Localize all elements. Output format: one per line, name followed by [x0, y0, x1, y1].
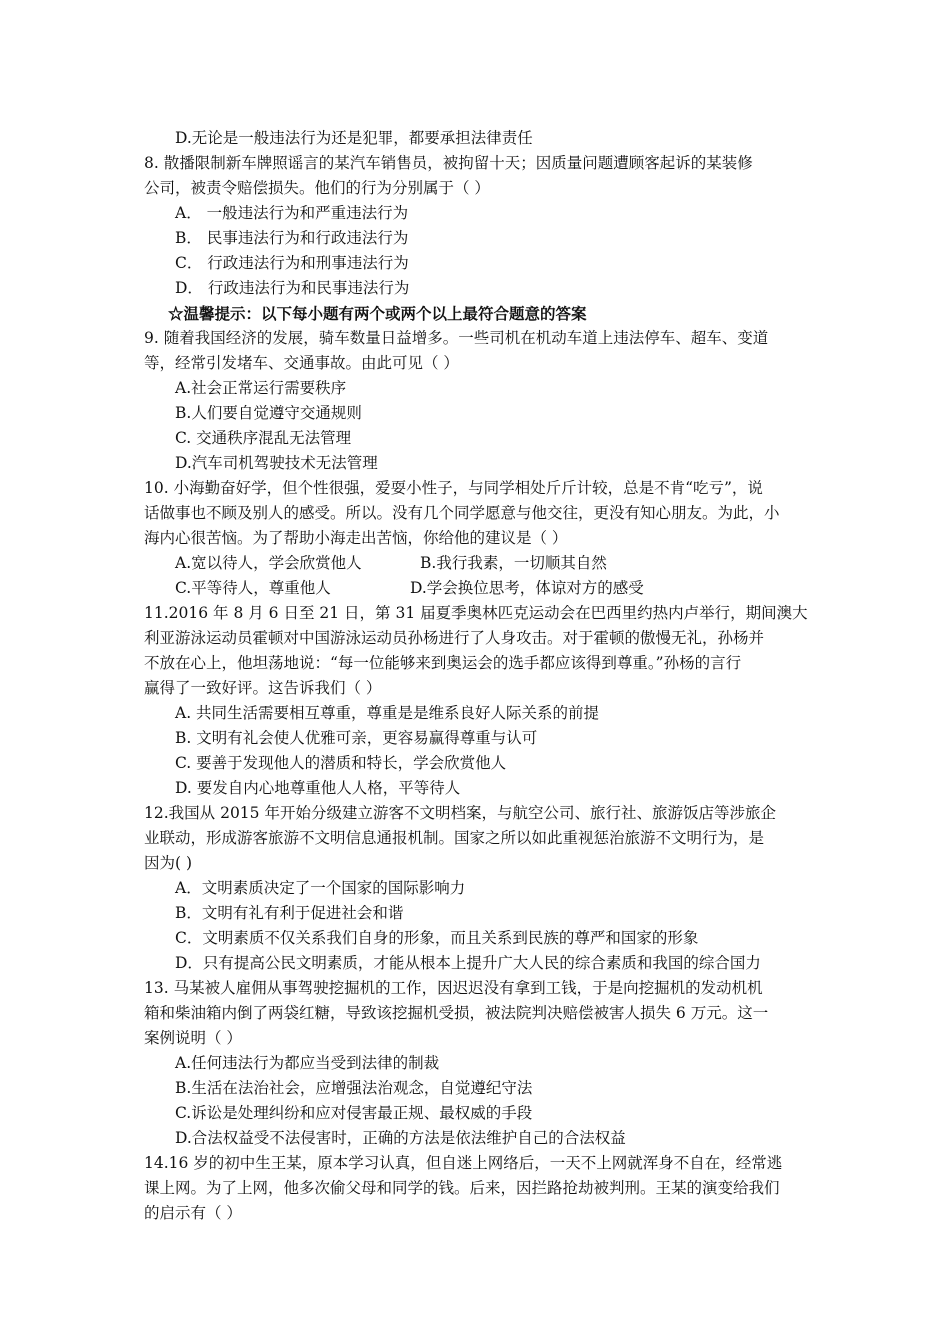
- q9-option-c: C. 交通秩序混乱无法管理: [175, 429, 352, 447]
- q8-option-d: D． 行政违法行为和民事违法行为: [175, 279, 410, 297]
- q11-stem-line-1: 11.2016 年 8 月 6 日至 21 日，第 31 届夏季奥林匹克运动会在巴西里约热内卢举行，期间澳大: [144, 604, 808, 622]
- q14-stem-line-2: 课上网。为了上网，他多次偷父母和同学的钱。后来，因拦路抢劫被判刑。王某的演变给我们: [144, 1179, 780, 1197]
- q12-stem-line-1: 12.我国从 2015 年开始分级建立游客不文明档案，与航空公司、旅行社、旅游饭店等涉旅企: [144, 804, 776, 822]
- q11-option-c: C. 要善于发现他人的潜质和特长，学会欣赏他人: [175, 754, 507, 772]
- q10-option-a: A.宽以待人，学会欣赏他人: [175, 554, 362, 572]
- q11-stem-line-4: 赢得了一致好评。这告诉我们（ ）: [144, 679, 382, 697]
- q11-option-a: A. 共同生活需要相互尊重，尊重是是维系良好人际关系的前提: [175, 704, 600, 722]
- q10-option-b: B.我行我素，一切顺其自然: [420, 554, 607, 572]
- q13-option-c: C.诉讼是处理纠纷和应对侵害最正规、最权威的手段: [175, 1104, 533, 1122]
- q13-option-a: A.任何违法行为都应当受到法律的制裁: [175, 1054, 440, 1072]
- q9-stem-line-1: 9. 随着我国经济的发展，骑车数量日益增多。一些司机在机动车道上违法停车、超车、变道: [144, 329, 769, 347]
- q9-option-a: A.社会正常运行需要秩序: [175, 379, 347, 397]
- q8-option-c: C． 行政违法行为和刑事违法行为: [175, 254, 409, 272]
- q12-stem-line-3: 因为( ): [144, 854, 193, 872]
- q14-stem-line-1: 14.16 岁的初中生王某，原本学习认真，但自迷上网络后，一天不上网就浑身不自在，经常逃: [144, 1154, 783, 1172]
- q10-option-c: C.平等待人，尊重他人: [175, 579, 331, 597]
- q13-stem-line-3: 案例说明（ ）: [144, 1029, 242, 1047]
- q9-option-d: D.汽车司机驾驶技术无法管理: [175, 454, 378, 472]
- q13-stem-line-1: 13. 马某被人雇佣从事驾驶挖掘机的工作，因迟迟没有拿到工钱，于是向挖掘机的发动机机: [144, 979, 763, 997]
- q11-option-d: D. 要发自内心地尊重他人人格，平等待人: [175, 779, 461, 797]
- q9-stem-line-2: 等，经常引发堵车、交通事故。由此可见（ ）: [144, 354, 459, 372]
- q8-stem-line-2: 公司，被责令赔偿损失。他们的行为分别属于（ ）: [144, 179, 490, 197]
- multi-answer-tip: ☆温馨提示：以下每小题有两个或两个以上最符合题意的答案: [168, 304, 587, 323]
- q12-option-c: C．文明素质不仅关系我们自身的形象，而且关系到民族的尊严和国家的形象: [175, 929, 699, 947]
- q10-option-d: D.学会换位思考，体谅对方的感受: [410, 579, 644, 597]
- q11-option-b: B. 文明有礼会使人优雅可亲，更容易赢得尊重与认可: [175, 729, 538, 747]
- q8-option-a: A． 一般违法行为和严重违法行为: [175, 204, 409, 222]
- q14-stem-line-3: 的启示有（ ）: [144, 1204, 242, 1222]
- q11-stem-line-2: 利亚游泳运动员霍顿对中国游泳运动员孙杨进行了人身攻击。对于霍顿的傲慢无礼，孙杨并: [144, 629, 765, 647]
- q10-stem-line-1: 10. 小海勤奋好学，但个性很强，爱耍小性子，与同学相处斤斤计较，总是不肯“吃亏”，说: [144, 479, 763, 497]
- q13-stem-line-2: 箱和柴油箱内倒了两袋红糖，导致该挖掘机受损，被法院判决赔偿被害人损失 6 万元。这一: [144, 1004, 769, 1022]
- q8-option-b: B． 民事违法行为和行政违法行为: [175, 229, 409, 247]
- q7-option-d: D.无论是一般违法行为还是犯罪，都要承担法律责任: [175, 129, 533, 147]
- q12-stem-line-2: 业联动，形成游客旅游不文明信息通报机制。国家之所以如此重视惩治旅游不文明行为，是: [144, 829, 765, 847]
- q8-stem-line-1: 8. 散播限制新车牌照谣言的某汽车销售员，被拘留十天；因质量问题遭顾客起诉的某装修: [144, 154, 753, 172]
- q12-option-a: A．文明素质决定了一个国家的国际影响力: [175, 879, 466, 897]
- q9-option-b: B.人们要自觉遵守交通规则: [175, 404, 362, 422]
- q10-stem-line-3: 海内心很苦恼。为了帮助小海走出苦恼，你给他的建议是（ ）: [144, 529, 568, 547]
- q13-option-b: B.生活在法治社会，应增强法治观念，自觉遵纪守法: [175, 1079, 533, 1097]
- q12-option-d: D．只有提高公民文明素质，才能从根本上提升广大人民的综合素质和我国的综合国力: [175, 954, 761, 972]
- q11-stem-line-3: 不放在心上，他坦荡地说：“每一位能够来到奥运会的选手都应该得到尊重。”孙杨的言行: [144, 654, 742, 672]
- q12-option-b: B．文明有礼有利于促进社会和谐: [175, 904, 404, 922]
- q10-stem-line-2: 话做事也不顾及别人的感受。所以。没有几个同学愿意与他交往，更没有知心朋友。为此，小: [144, 504, 780, 522]
- q13-option-d: D.合法权益受不法侵害时，正确的方法是依法维护自己的合法权益: [175, 1129, 626, 1147]
